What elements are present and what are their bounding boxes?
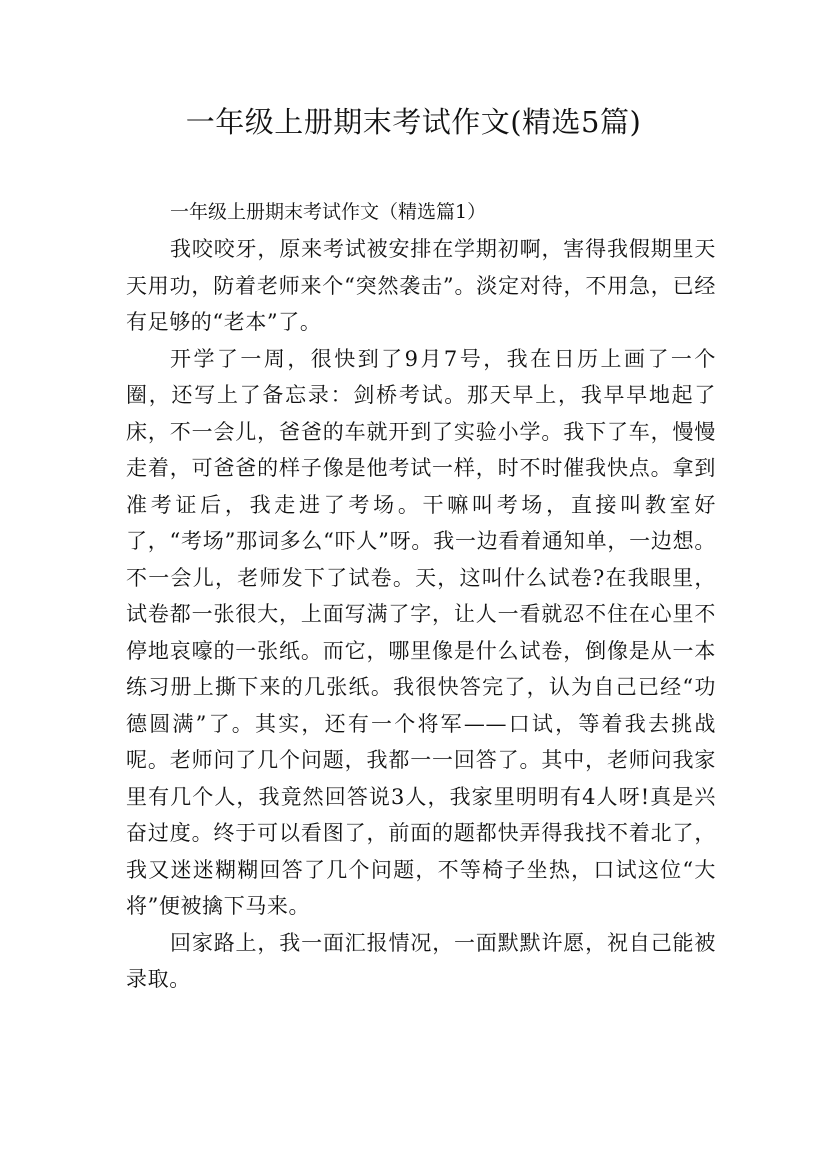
document-body: [126, 193, 716, 998]
paragraph-2: 开学了一周，很快到了9月7号，我在日历上画了一个圈，还写上了备忘录：剑桥考试。那天早上，我早早地起了床，不一会儿，爸爸的车就开到了实验小学。我下了车，慢慢走着，可爸爸的样子像是他考试一样，时不时催我快点。拿到准考证后，我走进了考场。干嘛叫考场，直接叫教室好了，“考场”那词多么“吓人”呀。我一边看着通知单，一边想。不一会儿，老师发下了试卷。天，这叫什么试卷?在我眼里，试卷都一张很大，上面写满了字，让人一看就忍不住在心里不停地哀嚎的一张纸。而它，哪里像是什么试卷，倒像是从一本练习册上撕下来的几张纸。我很快答完了，认为自己已经“功德圆满”了。其实，还有一个将军——口试，等着我去挑战呢。老师问了几个问题，我都一一回答了。其中，老师问我家里有几个人，我竟然回答说3人，我家里明明有4人呀!真是兴奋过度。终于可以看图了，前面的题都快弄得我找不着北了，我又迷迷糊糊回答了几个问题，不等椅子坐热，口试这位“大将”便被擒下马来。: [126, 346, 716, 918]
section-heading: 一年级上册期末考试作文（精选篇1）: [170, 201, 487, 223]
paragraph-1: 我咬咬牙，原来考试被安排在学期初啊，害得我假期里天天用功，防着老师来个“突然袭击”。淡定对待，不用急，已经有足够的“老本”了。: [126, 237, 716, 334]
document-title: 一年级上册期末考试作文(精选5篇): [185, 105, 642, 139]
paragraph-3: 回家路上，我一面汇报情况，一面默默许愿，祝自己能被录取。: [126, 930, 716, 991]
